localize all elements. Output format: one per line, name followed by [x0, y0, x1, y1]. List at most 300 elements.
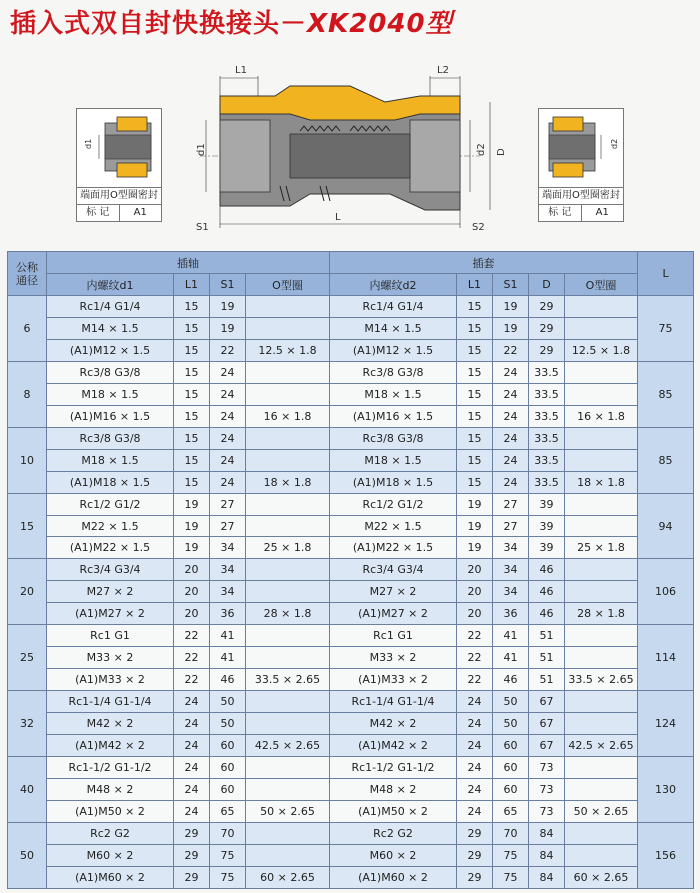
cell-D: 33.5	[529, 361, 565, 383]
cell-sS1: 24	[493, 427, 529, 449]
table-row	[8, 691, 694, 713]
cell-D: 67	[529, 735, 565, 757]
dim-L: L	[335, 212, 341, 223]
cell-pL1: 24	[174, 713, 210, 735]
cell-sS1: 60	[493, 735, 529, 757]
table-row	[8, 449, 694, 471]
header-socket-col: 内螺纹d2	[330, 274, 457, 296]
cell-pO	[246, 559, 330, 581]
table-row	[8, 603, 694, 625]
cell-sO	[565, 757, 638, 779]
cell-pS1: 24	[210, 471, 246, 493]
cell-sS1: 22	[493, 339, 529, 361]
cell-pS1: 75	[210, 866, 246, 888]
cell-sO: 12.5 × 1.8	[565, 339, 638, 361]
assembly-drawing	[180, 56, 510, 236]
length-cell: 85	[638, 427, 694, 493]
cell-pS1: 24	[210, 361, 246, 383]
cell-D: 46	[529, 581, 565, 603]
cell-sS1: 60	[493, 757, 529, 779]
cell-pO	[246, 625, 330, 647]
cell-pO: 28 × 1.8	[246, 603, 330, 625]
length-cell: 156	[638, 822, 694, 888]
cell-pO: 25 × 1.8	[246, 537, 330, 559]
cell-sO	[565, 625, 638, 647]
cell-pS1: 24	[210, 383, 246, 405]
cell-pO	[246, 844, 330, 866]
spec-table-body	[8, 296, 694, 889]
header-plug-col: O型圈	[246, 274, 330, 296]
cell-d1: Rc3/4 G3/4	[47, 559, 174, 581]
right-mark-value: A1	[595, 207, 609, 218]
cell-d1: Rc3/8 G3/8	[47, 427, 174, 449]
cell-d2: M33 × 2	[330, 647, 457, 669]
nominal-size-cell: 25	[8, 625, 47, 691]
cell-sS1: 60	[493, 778, 529, 800]
cell-sL1: 15	[457, 339, 493, 361]
cell-sO: 42.5 × 2.65	[565, 735, 638, 757]
cell-pO: 50 × 2.65	[246, 800, 330, 822]
cell-D: 73	[529, 757, 565, 779]
cell-d2: Rc3/8 G3/8	[330, 427, 457, 449]
cell-d1: (A1)M12 × 1.5	[47, 339, 174, 361]
cell-pS1: 36	[210, 603, 246, 625]
cell-pS1: 60	[210, 757, 246, 779]
cell-sO: 25 × 1.8	[565, 537, 638, 559]
cell-sL1: 24	[457, 713, 493, 735]
table-row	[8, 735, 694, 757]
cell-pO	[246, 691, 330, 713]
cell-d2: Rc1/2 G1/2	[330, 493, 457, 515]
cell-pS1: 50	[210, 691, 246, 713]
cell-d2: Rc2 G2	[330, 822, 457, 844]
right-mark-label: 标 记	[539, 205, 582, 221]
cell-D: 33.5	[529, 427, 565, 449]
cell-pL1: 15	[174, 383, 210, 405]
cell-d1: M48 × 2	[47, 778, 174, 800]
cell-D: 67	[529, 713, 565, 735]
right-detail-box	[538, 108, 624, 222]
cell-d2: (A1)M33 × 2	[330, 669, 457, 691]
cell-d1: Rc1 G1	[47, 625, 174, 647]
cell-pL1: 19	[174, 493, 210, 515]
cell-d2: M48 × 2	[330, 778, 457, 800]
cell-d2: Rc3/4 G3/4	[330, 559, 457, 581]
cell-sL1: 22	[457, 669, 493, 691]
cell-d1: Rc1-1/4 G1-1/4	[47, 691, 174, 713]
table-row	[8, 339, 694, 361]
header-plug-col: L1	[174, 274, 210, 296]
cell-pS1: 19	[210, 296, 246, 318]
cell-d2: (A1)M16 × 1.5	[330, 405, 457, 427]
cell-sL1: 29	[457, 844, 493, 866]
table-row	[8, 559, 694, 581]
cell-d1: M18 × 1.5	[47, 383, 174, 405]
cell-sO	[565, 427, 638, 449]
cell-sS1: 75	[493, 844, 529, 866]
cell-d1: (A1)M18 × 1.5	[47, 471, 174, 493]
cell-pO	[246, 713, 330, 735]
cell-sS1: 19	[493, 296, 529, 318]
table-row	[8, 647, 694, 669]
cell-d1: M42 × 2	[47, 713, 174, 735]
cell-sL1: 15	[457, 427, 493, 449]
right-detail-mark-row	[539, 205, 623, 221]
cell-D: 73	[529, 800, 565, 822]
cell-pO	[246, 778, 330, 800]
table-row	[8, 757, 694, 779]
title-model: XK2040型	[307, 9, 453, 39]
cell-sO	[565, 449, 638, 471]
cell-D: 29	[529, 339, 565, 361]
cell-pO	[246, 822, 330, 844]
cell-sO	[565, 647, 638, 669]
cell-pL1: 15	[174, 471, 210, 493]
table-row	[8, 361, 694, 383]
header-socket-col: O型圈	[565, 274, 638, 296]
table-row	[8, 427, 694, 449]
cell-d1: M18 × 1.5	[47, 449, 174, 471]
cell-sS1: 27	[493, 493, 529, 515]
cell-sO	[565, 844, 638, 866]
left-detail-mark-row	[77, 205, 161, 221]
left-detail-dim: d1	[84, 138, 93, 149]
cell-d2: Rc1-1/2 G1-1/2	[330, 757, 457, 779]
nominal-size-cell: 40	[8, 757, 47, 823]
cell-d1: Rc3/8 G3/8	[47, 361, 174, 383]
cell-pO: 16 × 1.8	[246, 405, 330, 427]
cell-d2: M42 × 2	[330, 713, 457, 735]
cell-sO: 60 × 2.65	[565, 866, 638, 888]
cell-sS1: 41	[493, 647, 529, 669]
cell-sS1: 19	[493, 317, 529, 339]
cell-pO	[246, 581, 330, 603]
page-title	[10, 4, 453, 44]
table-row	[8, 383, 694, 405]
cell-pS1: 41	[210, 647, 246, 669]
cell-pS1: 46	[210, 669, 246, 691]
cell-sS1: 65	[493, 800, 529, 822]
cell-d2: (A1)M42 × 2	[330, 735, 457, 757]
length-cell: 114	[638, 625, 694, 691]
cell-sO	[565, 713, 638, 735]
header-socket-col: S1	[493, 274, 529, 296]
cell-pL1: 29	[174, 822, 210, 844]
cell-pS1: 34	[210, 559, 246, 581]
header-socket-col: L1	[457, 274, 493, 296]
table-row	[8, 778, 694, 800]
cell-pS1: 34	[210, 581, 246, 603]
cell-D: 46	[529, 603, 565, 625]
nominal-size-cell: 32	[8, 691, 47, 757]
cell-sO	[565, 559, 638, 581]
cell-D: 33.5	[529, 471, 565, 493]
spec-table	[7, 251, 694, 889]
cell-pL1: 29	[174, 866, 210, 888]
cell-pL1: 22	[174, 647, 210, 669]
table-row	[8, 537, 694, 559]
cell-sL1: 15	[457, 361, 493, 383]
cell-d2: (A1)M18 × 1.5	[330, 471, 457, 493]
nominal-size-cell: 10	[8, 427, 47, 493]
cell-pO: 12.5 × 1.8	[246, 339, 330, 361]
table-row	[8, 317, 694, 339]
nominal-size-cell: 50	[8, 822, 47, 888]
cell-D: 46	[529, 559, 565, 581]
nominal-size-cell: 8	[8, 361, 47, 427]
cell-d2: M14 × 1.5	[330, 317, 457, 339]
cell-sO	[565, 493, 638, 515]
cell-d1: (A1)M22 × 1.5	[47, 537, 174, 559]
cell-sS1: 50	[493, 691, 529, 713]
left-detail-box	[76, 108, 162, 222]
cell-pO	[246, 757, 330, 779]
cell-sO	[565, 383, 638, 405]
cell-pO	[246, 647, 330, 669]
cell-pL1: 15	[174, 317, 210, 339]
cell-d2: Rc1-1/4 G1-1/4	[330, 691, 457, 713]
cell-D: 29	[529, 317, 565, 339]
cell-D: 51	[529, 669, 565, 691]
cell-D: 67	[529, 691, 565, 713]
cell-sS1: 46	[493, 669, 529, 691]
cell-d1: Rc1-1/2 G1-1/2	[47, 757, 174, 779]
cell-d2: (A1)M27 × 2	[330, 603, 457, 625]
cell-pL1: 15	[174, 296, 210, 318]
cell-d2: (A1)M50 × 2	[330, 800, 457, 822]
cell-pS1: 22	[210, 339, 246, 361]
cell-pL1: 15	[174, 449, 210, 471]
cell-d1: Rc2 G2	[47, 822, 174, 844]
cell-d2: M18 × 1.5	[330, 449, 457, 471]
dim-L1: L1	[235, 65, 247, 76]
cell-sO: 28 × 1.8	[565, 603, 638, 625]
cell-D: 51	[529, 647, 565, 669]
nominal-size-cell: 15	[8, 493, 47, 559]
cell-d2: (A1)M12 × 1.5	[330, 339, 457, 361]
cell-pS1: 60	[210, 735, 246, 757]
table-row	[8, 515, 694, 537]
table-row	[8, 669, 694, 691]
header-plug-col: S1	[210, 274, 246, 296]
cell-D: 39	[529, 493, 565, 515]
cell-d1: (A1)M27 × 2	[47, 603, 174, 625]
length-cell: 75	[638, 296, 694, 362]
cell-pL1: 20	[174, 603, 210, 625]
cell-sL1: 19	[457, 493, 493, 515]
table-row	[8, 296, 694, 318]
cell-d2: (A1)M60 × 2	[330, 866, 457, 888]
cell-d1: M14 × 1.5	[47, 317, 174, 339]
cell-pL1: 19	[174, 515, 210, 537]
cell-pL1: 20	[174, 581, 210, 603]
cell-sS1: 34	[493, 581, 529, 603]
cell-pS1: 75	[210, 844, 246, 866]
cell-sS1: 24	[493, 383, 529, 405]
cell-sO	[565, 822, 638, 844]
header-nominal: 公称 通径	[8, 252, 47, 296]
cell-d2: M60 × 2	[330, 844, 457, 866]
cell-sO	[565, 581, 638, 603]
cell-D: 29	[529, 296, 565, 318]
cell-sO: 50 × 2.65	[565, 800, 638, 822]
cell-D: 39	[529, 537, 565, 559]
cell-d1: M60 × 2	[47, 844, 174, 866]
cell-d1: (A1)M60 × 2	[47, 866, 174, 888]
cell-D: 39	[529, 515, 565, 537]
left-detail-caption: 端面用O型圈密封	[77, 188, 161, 205]
cell-sS1: 24	[493, 449, 529, 471]
cell-sL1: 29	[457, 822, 493, 844]
nominal-size-cell: 6	[8, 296, 47, 362]
header-row-1	[8, 252, 694, 274]
cell-sL1: 19	[457, 537, 493, 559]
cell-pS1: 65	[210, 800, 246, 822]
cell-sO	[565, 691, 638, 713]
cell-sL1: 15	[457, 296, 493, 318]
cell-sL1: 15	[457, 383, 493, 405]
cell-D: 33.5	[529, 449, 565, 471]
header-socket: 插套	[330, 252, 638, 274]
cell-pS1: 60	[210, 778, 246, 800]
cell-pL1: 22	[174, 625, 210, 647]
cell-pL1: 24	[174, 691, 210, 713]
header-L: L	[638, 252, 694, 296]
cell-pO: 42.5 × 2.65	[246, 735, 330, 757]
cell-pO: 33.5 × 2.65	[246, 669, 330, 691]
cell-sL1: 15	[457, 317, 493, 339]
cell-sL1: 24	[457, 757, 493, 779]
cell-pL1: 19	[174, 537, 210, 559]
table-row	[8, 800, 694, 822]
cell-pO	[246, 493, 330, 515]
cell-D: 84	[529, 822, 565, 844]
cell-pS1: 27	[210, 493, 246, 515]
cell-sS1: 24	[493, 361, 529, 383]
cell-sO	[565, 515, 638, 537]
header-row-2	[8, 274, 694, 296]
length-cell: 130	[638, 757, 694, 823]
cell-sL1: 20	[457, 603, 493, 625]
table-row	[8, 713, 694, 735]
left-mark-value: A1	[133, 207, 147, 218]
cell-pL1: 29	[174, 844, 210, 866]
table-row	[8, 844, 694, 866]
table-row	[8, 625, 694, 647]
cell-pO	[246, 449, 330, 471]
cell-sO: 33.5 × 2.65	[565, 669, 638, 691]
cell-sS1: 50	[493, 713, 529, 735]
cell-D: 33.5	[529, 383, 565, 405]
header-plug-col: 内螺纹d1	[47, 274, 174, 296]
cell-pS1: 50	[210, 713, 246, 735]
cell-d1: M33 × 2	[47, 647, 174, 669]
cell-D: 33.5	[529, 405, 565, 427]
length-cell: 124	[638, 691, 694, 757]
cell-sO	[565, 778, 638, 800]
cell-pS1: 34	[210, 537, 246, 559]
cell-d2: Rc1/4 G1/4	[330, 296, 457, 318]
dim-L2: L2	[437, 65, 449, 76]
dim-S1: S1	[196, 222, 209, 233]
cell-sO: 18 × 1.8	[565, 471, 638, 493]
right-detail-drawing	[539, 109, 623, 188]
header-plug: 插轴	[47, 252, 330, 274]
cell-pL1: 15	[174, 427, 210, 449]
right-detail-dim: d2	[610, 138, 619, 149]
cell-pO: 18 × 1.8	[246, 471, 330, 493]
left-mark-label: 标 记	[77, 205, 120, 221]
cell-d1: (A1)M33 × 2	[47, 669, 174, 691]
cell-sL1: 15	[457, 471, 493, 493]
cell-D: 84	[529, 844, 565, 866]
cell-pS1: 27	[210, 515, 246, 537]
cell-sS1: 27	[493, 515, 529, 537]
cell-pS1: 19	[210, 317, 246, 339]
cell-d1: M22 × 1.5	[47, 515, 174, 537]
cell-d2: M22 × 1.5	[330, 515, 457, 537]
cell-sL1: 20	[457, 559, 493, 581]
cell-d1: (A1)M42 × 2	[47, 735, 174, 757]
table-row	[8, 822, 694, 844]
cell-d2: (A1)M22 × 1.5	[330, 537, 457, 559]
cell-pO	[246, 383, 330, 405]
cell-sL1: 19	[457, 515, 493, 537]
cell-pS1: 70	[210, 822, 246, 844]
cell-d2: Rc3/8 G3/8	[330, 361, 457, 383]
cell-pL1: 15	[174, 361, 210, 383]
dim-d2: d2	[476, 143, 487, 156]
cell-pO	[246, 317, 330, 339]
nominal-size-cell: 20	[8, 559, 47, 625]
cell-sL1: 24	[457, 735, 493, 757]
cell-pS1: 24	[210, 427, 246, 449]
cell-sO	[565, 317, 638, 339]
cell-D: 51	[529, 625, 565, 647]
cell-sL1: 15	[457, 405, 493, 427]
cell-d2: M18 × 1.5	[330, 383, 457, 405]
cell-sO: 16 × 1.8	[565, 405, 638, 427]
header-socket-col: D	[529, 274, 565, 296]
cell-d2: M27 × 2	[330, 581, 457, 603]
cell-sL1: 24	[457, 691, 493, 713]
cell-pO	[246, 361, 330, 383]
table-row	[8, 581, 694, 603]
table-row	[8, 471, 694, 493]
dim-S2: S2	[472, 222, 485, 233]
cell-d1: Rc1/2 G1/2	[47, 493, 174, 515]
cell-pO	[246, 427, 330, 449]
cell-pL1: 22	[174, 669, 210, 691]
title-text: 插入式双自封快换接头－	[10, 9, 308, 39]
cell-pS1: 24	[210, 449, 246, 471]
table-row	[8, 493, 694, 515]
cell-pO	[246, 515, 330, 537]
length-cell: 94	[638, 493, 694, 559]
cell-pL1: 24	[174, 757, 210, 779]
cell-pL1: 15	[174, 405, 210, 427]
cell-sL1: 22	[457, 647, 493, 669]
cell-d1: Rc1/4 G1/4	[47, 296, 174, 318]
left-detail-drawing	[77, 109, 161, 188]
length-cell: 106	[638, 559, 694, 625]
cell-sS1: 75	[493, 866, 529, 888]
cell-sL1: 24	[457, 778, 493, 800]
table-row	[8, 866, 694, 888]
cell-sO	[565, 296, 638, 318]
cell-D: 73	[529, 778, 565, 800]
cell-pL1: 20	[174, 559, 210, 581]
